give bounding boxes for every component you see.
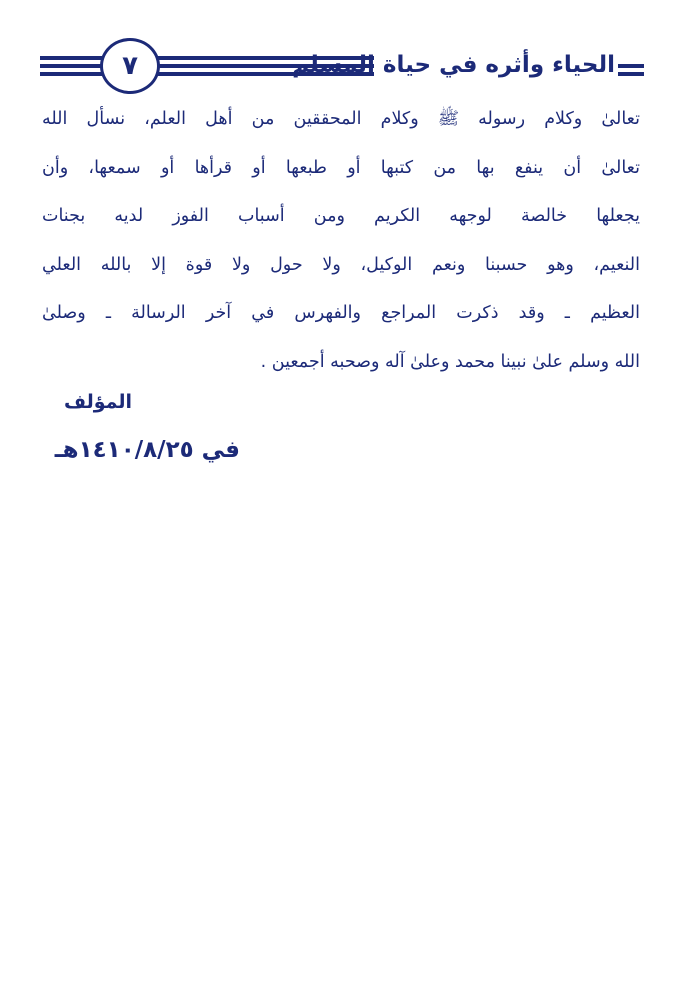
text-line: النعيم، وهو حسبنا ونعم الوكيل، ولا حول ولا قوة إلا بالله العلي [42,254,640,275]
page-number: ٧ [100,38,160,94]
header-rule-right-bottom [618,72,644,76]
header-rule-left-bottom [40,72,102,76]
text-line: تعالىٰ أن ينفع بها من كتبها أو طبعها أو قرأها أو سمعها، وأن [42,157,640,178]
text-line: تعالىٰ وكلام رسوله ﷺ وكلام المحققين من أهل العلم، نسأل الله [42,109,640,129]
header-rule-left-mid [40,64,102,68]
date-line: في ١٤١٠/٨/٢٥هـ [54,437,240,463]
body-paragraph [42,95,640,386]
header-rule-right-top [618,64,644,68]
running-title: الحياء وأثره في حياة المسلم [292,52,615,78]
text-line: يجعلها خالصة لوجهه الكريم ومن أسباب الفوز لديه بجنات [42,206,640,226]
text-line: العظيم ـ وقد ذكرت المراجع والفهرس في آخر الرسالة ـ وصلىٰ [42,303,640,323]
text-line: الله وسلم علىٰ نبينا محمد وعلىٰ آله وصحبه أجمعين . [260,351,640,372]
header-rule-left-top [40,56,102,60]
page-header [40,36,644,96]
author-signature: المؤلف [63,391,132,413]
